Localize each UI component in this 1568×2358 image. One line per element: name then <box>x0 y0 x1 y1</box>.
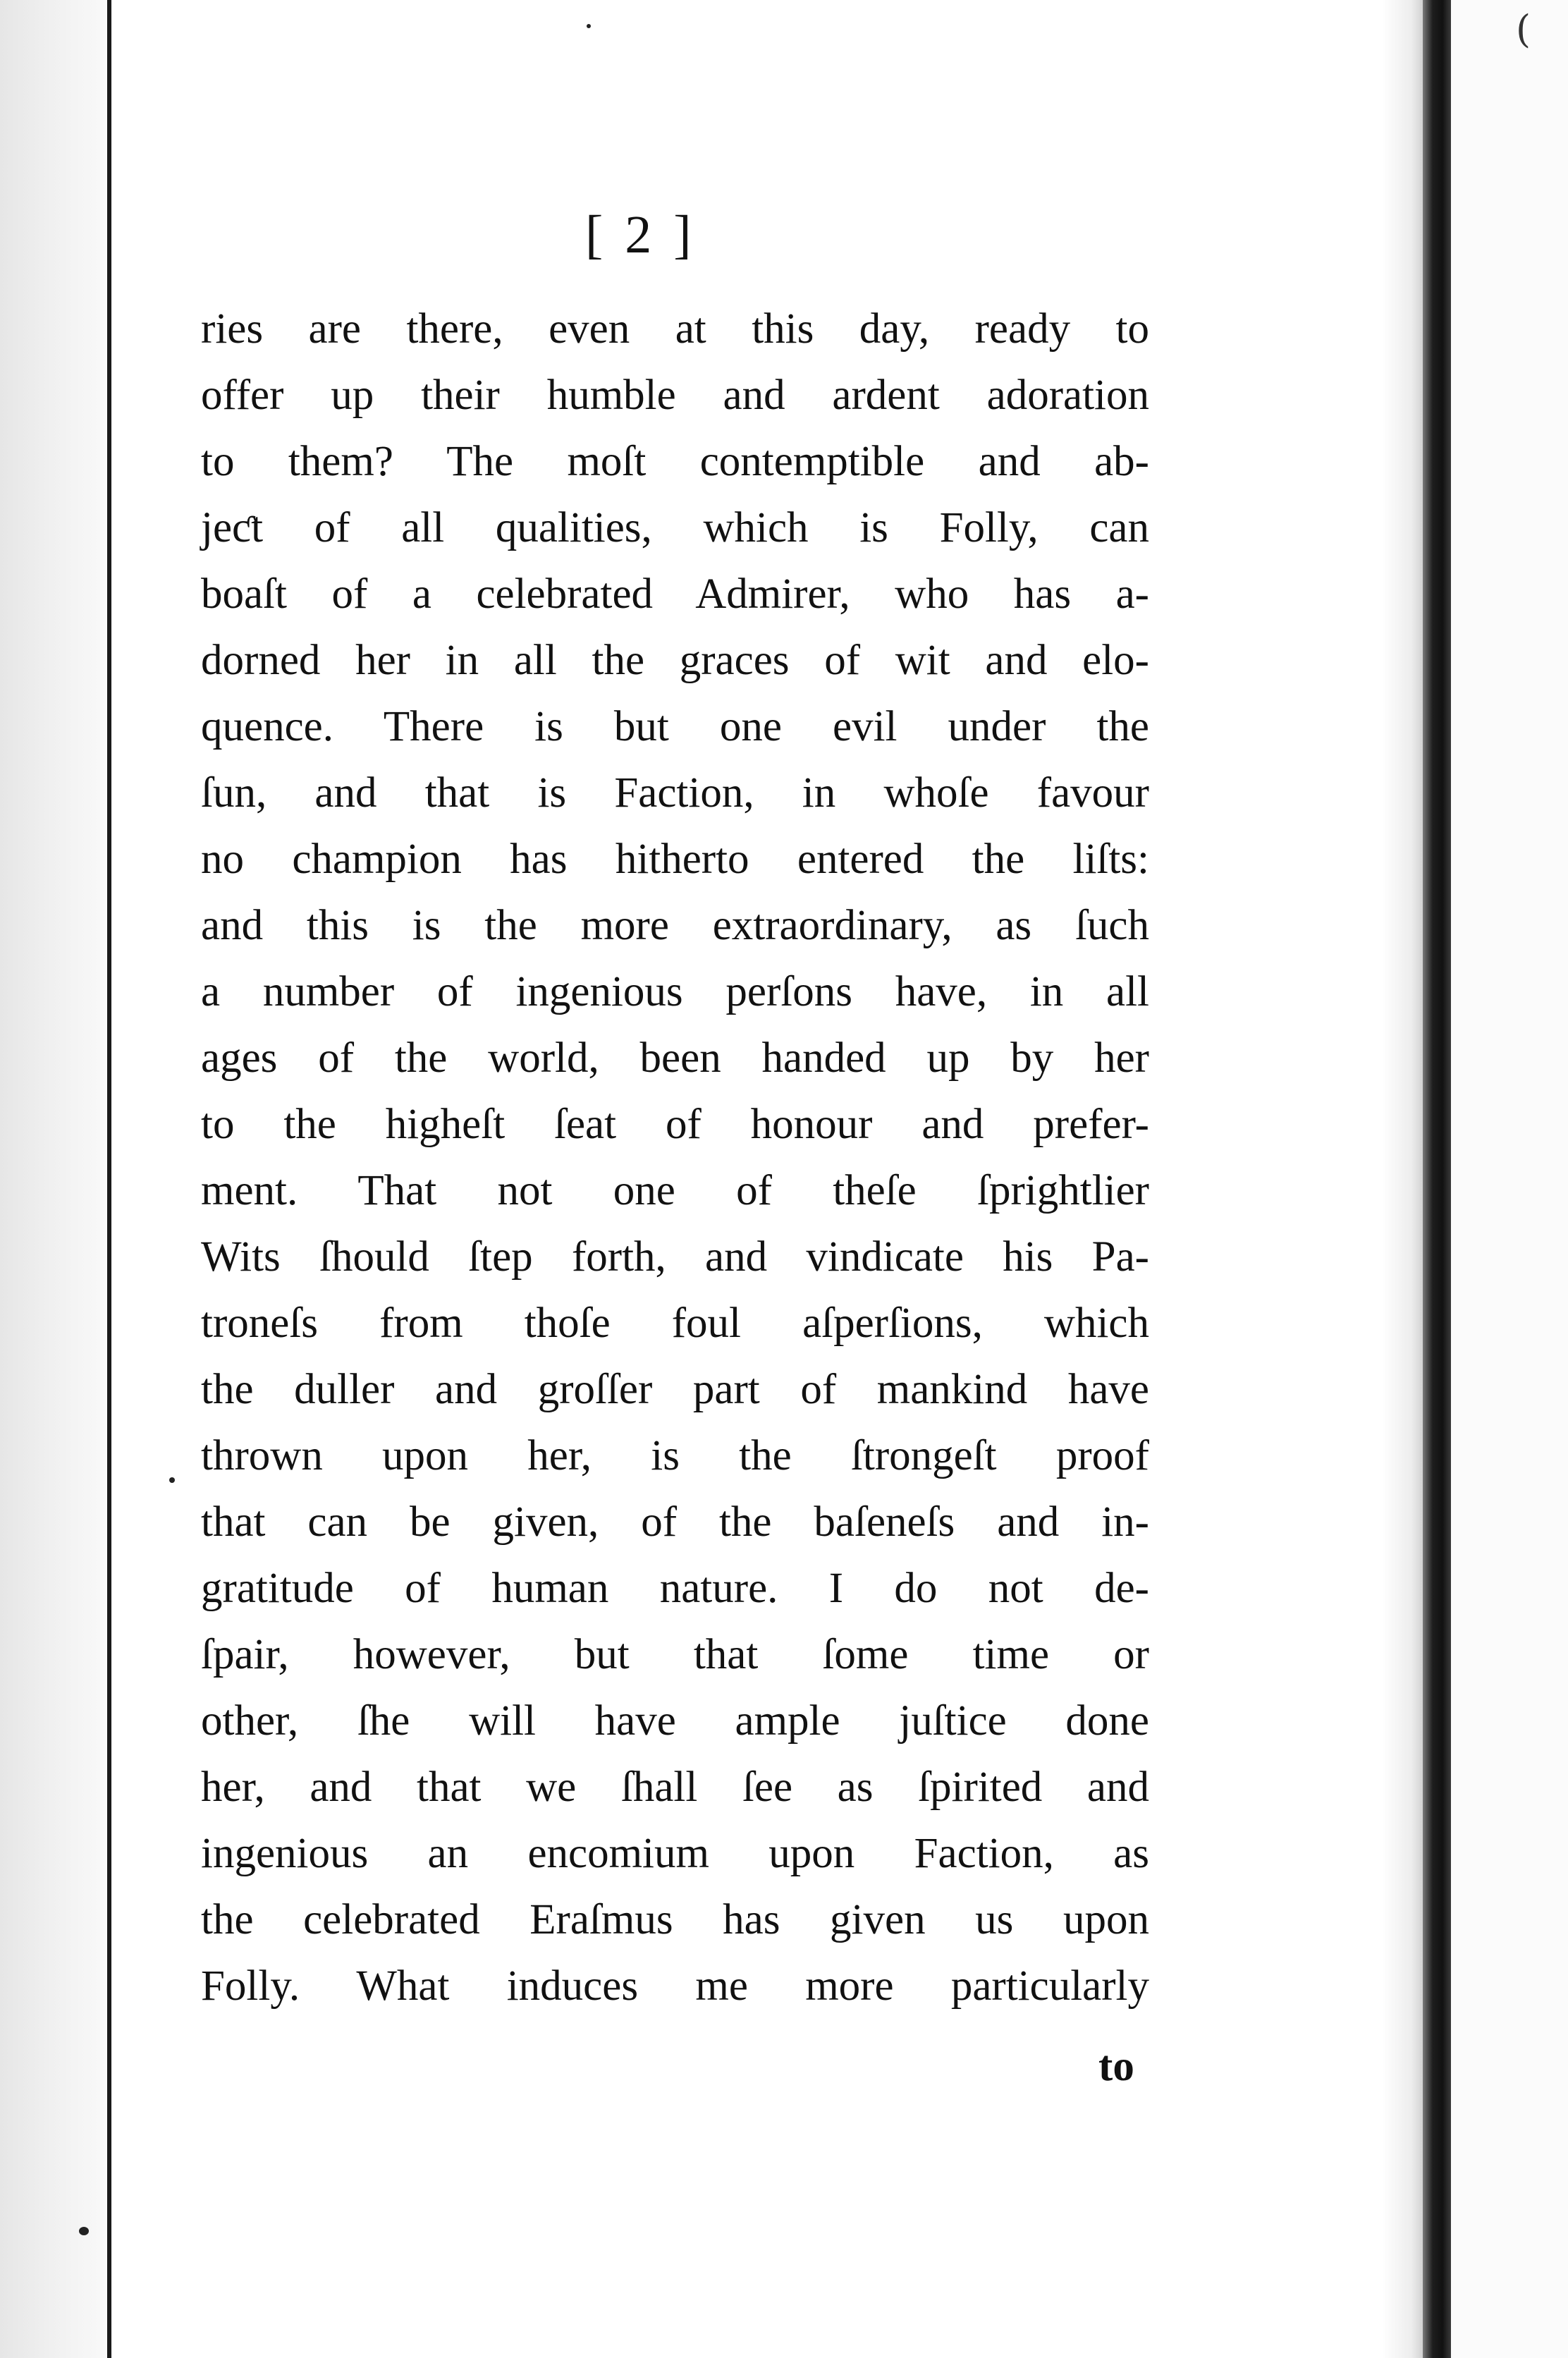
facing-page <box>1451 0 1568 2358</box>
text-line: ingenious an encomium upon Faction, as <box>201 1830 1149 1877</box>
text-line: a number of ingenious perſons have, in all <box>201 968 1149 1015</box>
text-line: ries are there, even at this day, ready to <box>201 305 1149 353</box>
text-line: offer up their humble and ardent adoration <box>201 372 1149 419</box>
text-line: troneſs from thoſe foul aſperſions, which <box>201 1300 1149 1347</box>
text-line: ages of the world, been handed up by her <box>201 1034 1149 1082</box>
ink-speck <box>587 24 591 28</box>
text-line: Wits ſhould ſtep forth, and vindicate his Pa- <box>201 1233 1149 1281</box>
text-line: her, and that we ſhall ſee as ſpirited and <box>201 1764 1149 1811</box>
text-line: to the higheſt ſeat of honour and prefer- <box>201 1101 1149 1148</box>
text-line: quence. There is but one evil under the <box>201 703 1149 750</box>
text-line: Folly. What induces me more particularly <box>201 1962 1149 2010</box>
catchword: to <box>1098 2043 1134 2090</box>
text-line: no champion has hitherto entered the liſts: <box>201 836 1149 883</box>
text-line: boaſt of a celebrated Admirer, who has a- <box>201 570 1149 618</box>
text-line: that can be given, of the baſeneſs and in- <box>201 1498 1149 1546</box>
text-line: ſpair, however, but that ſome time or <box>201 1631 1149 1678</box>
facing-page-mark: ( <box>1516 7 1531 51</box>
page-number: [ 2 ] <box>585 205 696 264</box>
ink-speck <box>79 2227 89 2235</box>
right-binding-rule <box>1423 0 1451 2358</box>
text-line: ment. That not one of theſe ſprightlier <box>201 1167 1149 1214</box>
text-line: thrown upon her, is the ſtrongeſt proof <box>201 1432 1149 1479</box>
text-line: ſun, and that is Faction, in whoſe favour <box>201 769 1149 817</box>
text-line: and this is the more extraordinary, as ſuch <box>201 902 1149 949</box>
text-line: other, ſhe will have ample juſtice done <box>201 1697 1149 1745</box>
left-page-edge <box>0 0 113 2358</box>
ink-speck <box>169 1477 175 1483</box>
gutter-shadow <box>1382 0 1424 2358</box>
text-line: the celebrated Eraſmus has given us upon <box>201 1896 1149 1943</box>
text-line: the duller and groſſer part of mankind have <box>201 1366 1149 1413</box>
text-line: to them? The moſt contemptible and ab- <box>201 438 1149 485</box>
text-line: jeƈt of all qualities, which is Folly, can <box>201 504 1149 551</box>
text-line: dorned her in all the graces of wit and elo- <box>201 637 1149 684</box>
text-line: gratitude of human nature. I do not de- <box>201 1565 1149 1612</box>
body-text <box>201 296 1149 2020</box>
left-binding-rule <box>107 0 111 2358</box>
